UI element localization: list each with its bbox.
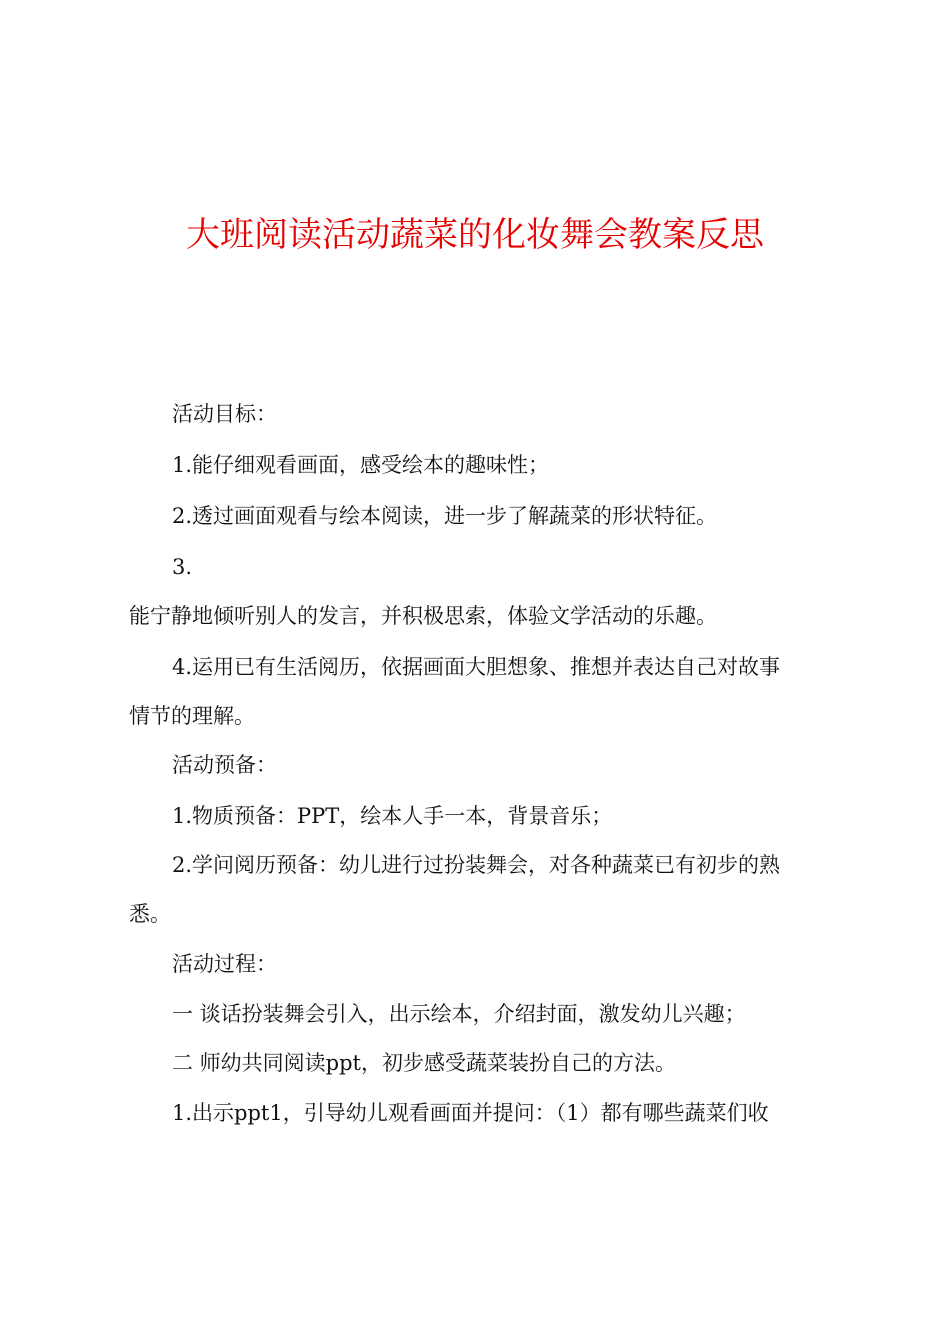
- document-title: 大班阅读活动蔬菜的化妆舞会教案反思: [186, 215, 764, 255]
- paragraph-line: 2.透过画面观看与绘本阅读，进一步了解蔬菜的形状特征。: [172, 504, 718, 528]
- paragraph-line: 二 师幼共同阅读ppt，初步感受蔬菜装扮自己的方法。: [172, 1051, 676, 1075]
- paragraph-line: 1.出示ppt1，引导幼儿观看画面并提问：（1）都有哪些蔬菜们收: [172, 1101, 769, 1125]
- paragraph-line: 2.学问阅历预备：幼儿进行过扮装舞会，对各种蔬菜已有初步的熟: [172, 853, 781, 877]
- paragraph-line: 一 谈话扮装舞会引入，出示绘本，介绍封面，激发幼儿兴趣；: [172, 1002, 746, 1026]
- section-heading-goals: 活动目标：: [172, 402, 277, 426]
- paragraph-line: 悉。: [129, 902, 171, 926]
- paragraph-line: 1.物质预备：PPT，绘本人手一本，背景音乐；: [172, 804, 613, 828]
- paragraph-line: 情节的理解。: [129, 704, 255, 728]
- paragraph-line: 3.: [172, 555, 193, 579]
- section-heading-process: 活动过程：: [172, 952, 277, 976]
- paragraph-line: 1.能仔细观看画面，感受绘本的趣味性；: [172, 453, 550, 477]
- section-heading-preparation: 活动预备：: [172, 753, 277, 777]
- paragraph-line: 能宁静地倾听别人的发言，并积极思索，体验文学活动的乐趣。: [129, 604, 717, 628]
- paragraph-line: 4.运用已有生活阅历，依据画面大胆想象、推想并表达自己对故事: [172, 655, 781, 679]
